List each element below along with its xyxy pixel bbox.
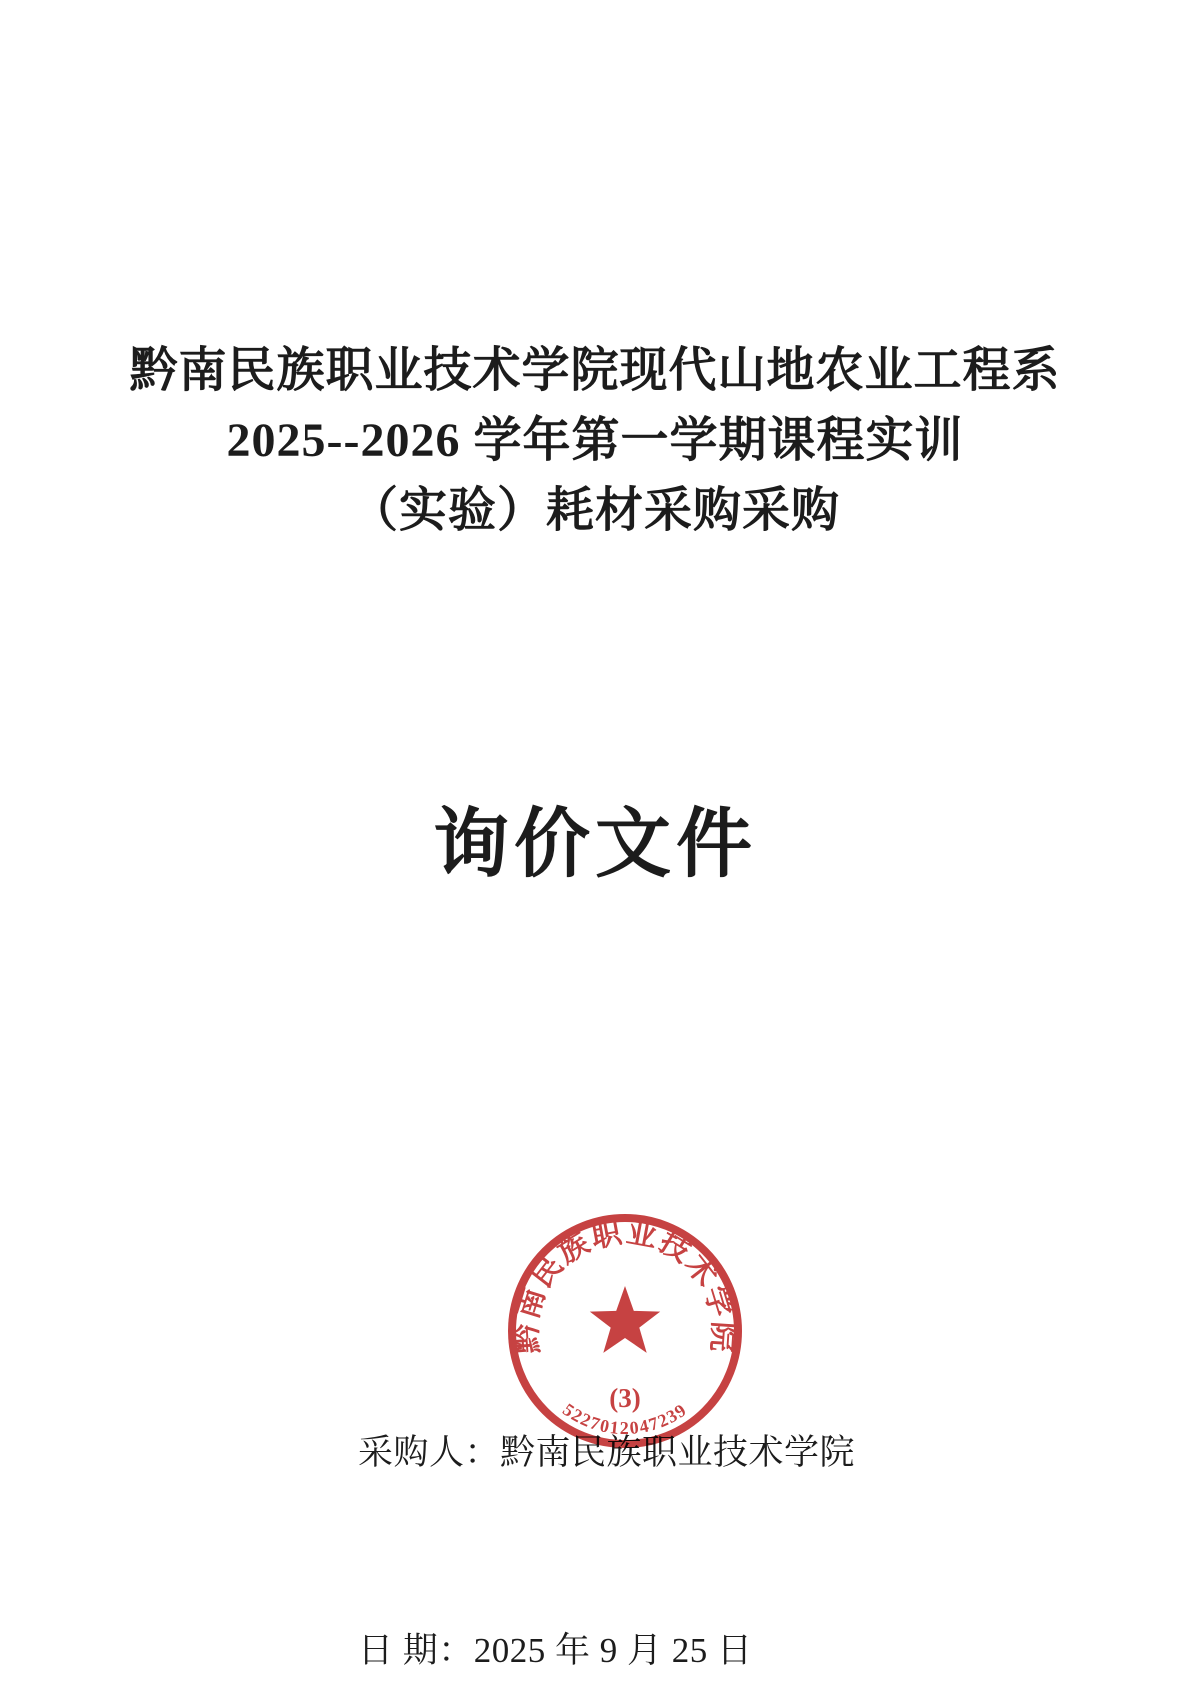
title-line-2: 2025--2026 学年第一学期课程实训 xyxy=(226,414,964,467)
title-line-1: 黔南民族职业技术学院现代山地农业工程系 xyxy=(129,344,1061,397)
purchaser-line: 采购人：黔南民族职业技术学院 xyxy=(358,1433,856,1472)
title-line-3: （实验）耗材采购采购 xyxy=(349,484,840,537)
seal-sub-label: (3) xyxy=(609,1383,641,1413)
date-line: 日 期：2025 年 9 月 25 日 xyxy=(358,1631,753,1670)
seal-serial-number: 5227012047239 xyxy=(559,1399,691,1439)
seal-star-icon xyxy=(590,1286,660,1353)
document-type-heading: 询价文件 xyxy=(433,803,757,887)
document-title xyxy=(0,336,1190,546)
official-seal-stamp xyxy=(505,1211,745,1451)
seal-org-arc-text: 黔南民族职业技术学院 xyxy=(510,1216,740,1355)
